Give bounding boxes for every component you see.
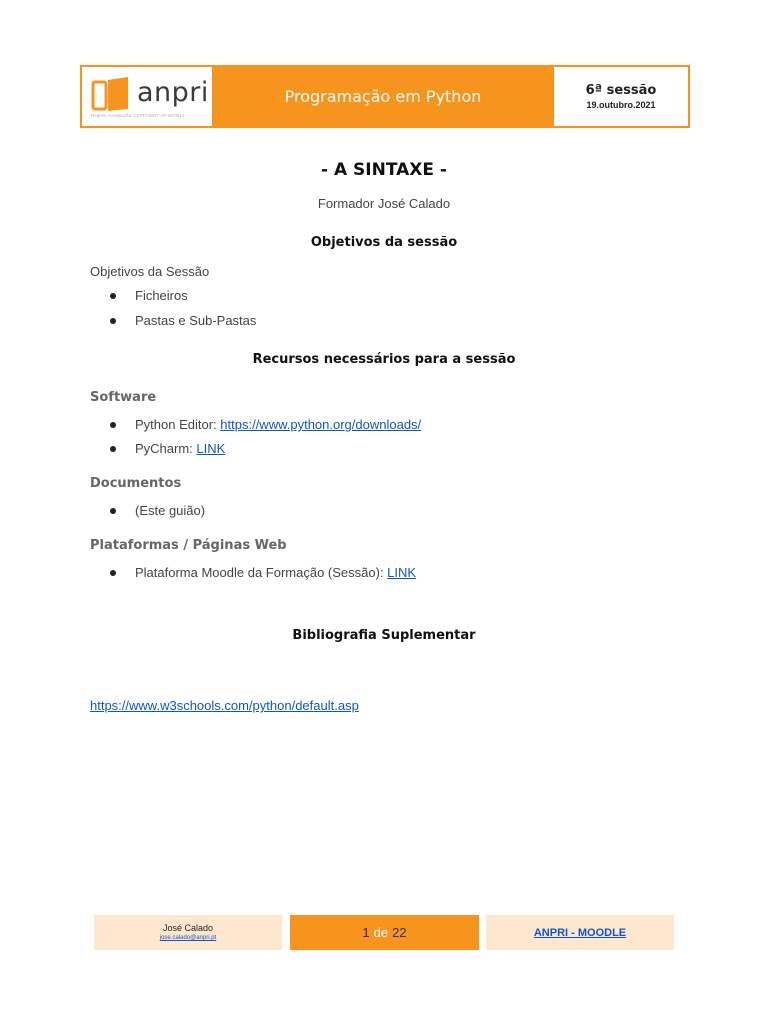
bullet-icon [110,293,116,299]
software-heading: Software [90,390,157,405]
pycharm-label: PyCharm: [135,441,197,456]
objectives-heading: Objetivos da sessão [310,235,458,250]
list-item [110,441,225,456]
platforms-heading: Plataformas / Páginas Web [90,538,287,553]
python-downloads-link[interactable]: https://www.python.org/downloads/ [220,417,422,432]
footer-moodle [486,915,674,950]
objective-item: Ficheiros [135,288,188,303]
session-date: 19.outubro.2021 [586,99,656,110]
bullet-icon [110,570,116,576]
session-info [552,67,688,126]
document-item: (Este guião) [135,503,206,518]
w3schools-link[interactable]: https://www.w3schools.com/python/default.asp [90,698,359,713]
author-email-link[interactable]: jose.calado@anpri.pt [159,935,217,941]
trainer-name: Formador José Calado [317,196,451,211]
objective-item: Pastas e Sub-Pastas [135,313,257,328]
bullet-icon [110,508,116,514]
document-title: - A SINTAXE - [321,160,447,180]
logo-text: anpri [137,77,209,108]
page-of: de [373,925,389,940]
session-number: 6ª sessão [585,82,657,98]
resources-heading: Recursos necessários para a sessão [252,352,516,367]
python-editor-label: Python Editor: [135,417,221,432]
list-item [110,313,256,328]
objectives-intro: Objetivos da Sessão [90,264,210,279]
book-logo-icon [91,76,131,112]
bullet-icon [110,446,116,452]
bibliography-heading: Bibliografia Suplementar [292,628,476,643]
page-indicator [290,915,479,950]
list-item [110,417,421,432]
logo-accreditation: Registo Acreditação: CCPFC/ENT-AP-0378/14 [91,113,185,118]
course-title: Programação em Python [214,67,552,126]
moodle-session-link[interactable]: LINK [387,565,417,580]
author-name: José Calado [162,923,214,933]
footer-author [94,915,282,950]
anpri-logo [82,67,214,126]
document-header [80,65,690,128]
anpri-moodle-link[interactable]: ANPRI - MOODLE [533,926,627,939]
list-item [110,288,188,303]
moodle-platform-label: Plataforma Moodle da Formação (Sessão): [135,565,388,580]
bullet-icon [110,318,116,324]
list-item [110,565,416,580]
documents-heading: Documentos [90,476,182,491]
pycharm-link[interactable]: LINK [196,441,226,456]
page-total: 22 [392,925,407,940]
list-item [110,503,205,518]
page-current: 1 [362,925,370,940]
bullet-icon [110,422,116,428]
